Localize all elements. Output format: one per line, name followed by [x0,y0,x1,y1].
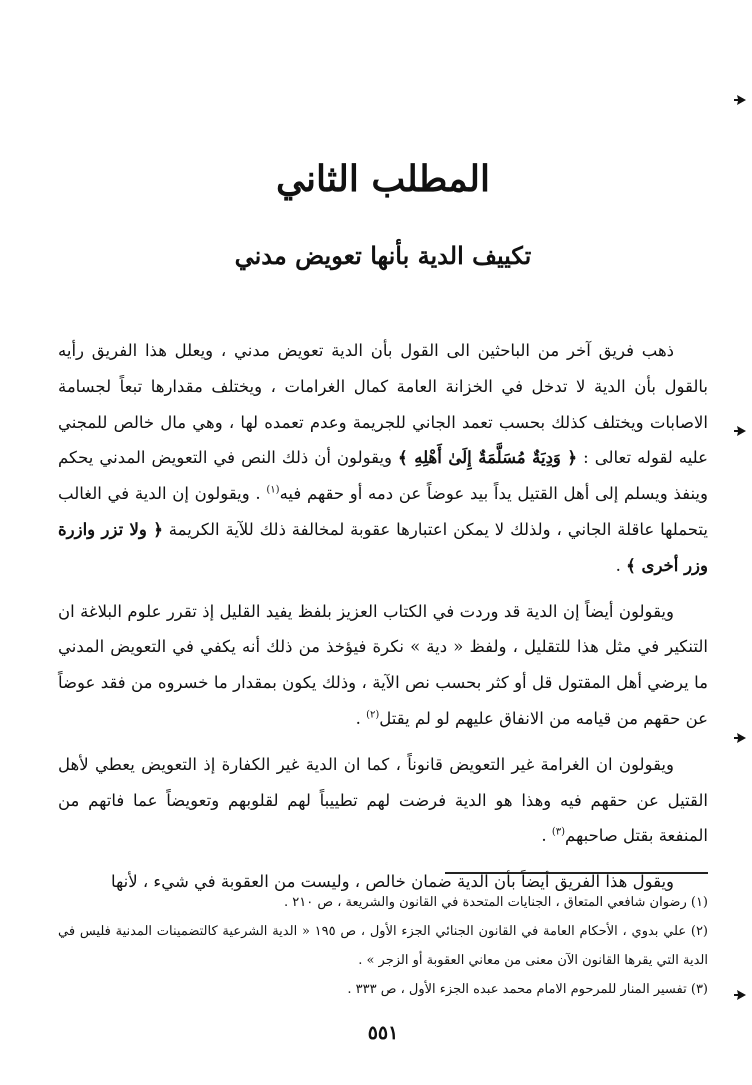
paragraph-text: ويقول هذا الفريق أيضاً بأن الدية ضمان خالص ، وليست من العقوبة في شيء ، لأنها [110,872,674,892]
paragraph-text: ويقولون أيضاً إن الدية قد وردت في الكتاب العزيز بلفظ يفيد القليل إذ تقرر علوم البلاغة ان التنكير في مثل هذا للتقليل ، ولفظ « دية » نكرة فيؤخذ من ذلك أنه يكفي في التعويض المدني ما يرضي أهل المقتول قل أو كثر بحسب نص الآية ، وذلك يكون بمقدار ما خسروه من فقد عوضاً عن حقهم من قيامه من الانفاق عليهم لو لم يقتل [58,601,708,728]
footnote-reference: (٣) [551,826,565,838]
paragraph-text: . [615,555,627,575]
section-title: تكييف الدية بأنها تعويض مدني [234,241,532,270]
paragraph-text: . ويقولون إن الدية في الغالب يتحملها عاقلة الجاني ، ولذلك لا يمكن اعتبارها عقوبة لمخالفة ذلك للآية الكريمة [58,484,708,539]
margin-arrow-icon [734,426,746,436]
paragraph-1 [58,333,708,584]
footnote-1: (١) رضوان شافعي المتعاق ، الجنايات المتحدة في القانون والشريعة ، ص ٢١٠ . [284,895,708,910]
document-page [58,0,708,1085]
chapter-title: المطلب الثاني [276,158,490,200]
page-number: ٥٥١ [367,1022,399,1044]
footnote-reference: (٢) [366,709,380,721]
footnote-reference: (١) [266,484,280,496]
footnotes [58,888,708,1004]
paragraph-2 [58,594,708,737]
margin-arrow-icon [734,990,746,1000]
quran-verse: ﴿ وَدِيَةٌ مُسَلَّمَةٌ إِلَىٰ أَهْلِهِ ﴾ [398,448,578,468]
paragraph-text: ويقولون أن ذلك النص في التعويض المدني يحكم وينفذ ويسلم إلى أهل القتيل يداً بيد عوضاً عن دمه أو حقهم فيه [58,448,708,504]
footnote-divider [445,872,708,874]
quran-verse: ﴿ ولا تزر وازرة وزر أخرى ﴾ [58,519,708,575]
paragraph-text: . [541,826,552,846]
paragraph-text: ويقولون ان الغرامة غير التعويض قانوناً ، كما ان الدية غير الكفارة إذ التعويض يعطي لأهل القتيل عن حقهم فيه وهذا هو الدية فرضت لهم تطييباً لهم لقلوبهم وتعويضاً عما فاتهم من المنفعة بقتل صاحبهم [58,754,708,846]
margin-arrow-icon [734,733,746,743]
body-text [58,333,708,910]
paragraph-3 [58,747,708,854]
paragraph-text: ذهب فريق آخر من الباحثين الى القول بأن الدية تعويض مدني ، ويعلل هذا الفريق رأيه بالقول بأن الدية لا تدخل في الخزانة العامة كمال الغرامات ، ويختلف مقدارها تبعاً لجسامة الاصابات ويختلف كذلك بحسب تعمد الجاني للجريمة وعدم تعمده لها ، وهي مال خالص للمجني عليه لقوله تعالى : [58,341,708,468]
footnote-2: (٢) علي بدوي ، الأحكام العامة في القانون الجنائي الجزء الأول ، ص ١٩٥ « الدية الشرعية كالتضمينات المدنية فليس في الدية التي يقرها القانون الآن معنى من معاني العقوبة أو الزجر » . [58,924,708,968]
footnote-3: (٣) تفسير المنار للمرحوم الامام محمد عبده الجزء الأول ، ص ٣٣٣ . [347,982,708,997]
margin-arrow-icon [734,95,746,105]
paragraph-text: . [355,708,367,728]
